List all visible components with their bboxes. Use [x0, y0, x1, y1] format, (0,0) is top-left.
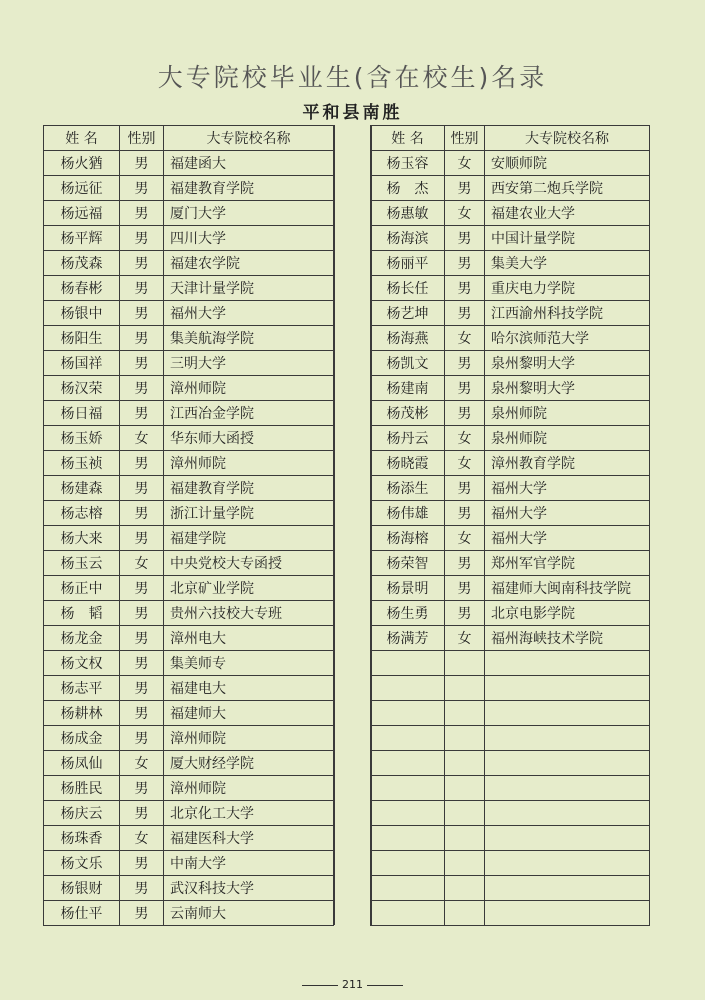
cell-name: 杨生勇: [371, 601, 445, 626]
table-row: [371, 251, 650, 276]
cell-gender: 男: [445, 501, 485, 526]
cell-gender: 男: [120, 476, 164, 501]
cell-gender: 男: [120, 676, 164, 701]
table-row: [44, 826, 334, 851]
cell-name: 杨远征: [44, 176, 120, 201]
empty-row: [371, 751, 650, 776]
cell-school: 江西渝州科技学院: [485, 301, 650, 326]
cell-gender: 男: [120, 276, 164, 301]
table-row: [371, 176, 650, 201]
cell-school: 福建电大: [164, 676, 334, 701]
empty-cell: [445, 726, 485, 751]
cell-name: 杨远福: [44, 201, 120, 226]
cell-gender: 男: [445, 276, 485, 301]
empty-cell: [445, 776, 485, 801]
cell-school: 泉州师院: [485, 401, 650, 426]
empty-row: [371, 776, 650, 801]
empty-cell: [371, 826, 445, 851]
cell-school: 福建医科大学: [164, 826, 334, 851]
cell-gender: 男: [120, 501, 164, 526]
cell-name: 杨建南: [371, 376, 445, 401]
cell-gender: 男: [120, 251, 164, 276]
table-row: [371, 326, 650, 351]
cell-name: 杨庆云: [44, 801, 120, 826]
cell-gender: 男: [120, 301, 164, 326]
cell-name: 杨火猶: [44, 151, 120, 176]
empty-cell: [485, 876, 650, 901]
cell-gender: 男: [120, 776, 164, 801]
table-row: [44, 326, 334, 351]
table-row: [371, 551, 650, 576]
cell-gender: 男: [445, 576, 485, 601]
empty-cell: [445, 876, 485, 901]
cell-name: 杨胜民: [44, 776, 120, 801]
cell-gender: 男: [120, 401, 164, 426]
cell-gender: 男: [120, 626, 164, 651]
table-row: [44, 251, 334, 276]
table-row: [44, 651, 334, 676]
table-row: [44, 576, 334, 601]
cell-gender: 男: [120, 901, 164, 926]
cell-school: 江西冶金学院: [164, 401, 334, 426]
cell-gender: 女: [445, 451, 485, 476]
cell-name: 杨建森: [44, 476, 120, 501]
cell-name: 杨日福: [44, 401, 120, 426]
cell-gender: 男: [445, 301, 485, 326]
cell-school: 福建农业大学: [485, 201, 650, 226]
cell-school: 福州大学: [485, 476, 650, 501]
table-row: [44, 426, 334, 451]
cell-gender: 男: [120, 601, 164, 626]
cell-gender: 男: [445, 551, 485, 576]
cell-school: 天津计量学院: [164, 276, 334, 301]
cell-name: 杨海榕: [371, 526, 445, 551]
empty-row: [371, 801, 650, 826]
cell-gender: 男: [120, 176, 164, 201]
cell-gender: 男: [120, 526, 164, 551]
empty-cell: [485, 651, 650, 676]
table-row: [44, 726, 334, 751]
table-row: [371, 226, 650, 251]
empty-row: [371, 826, 650, 851]
cell-gender: 男: [120, 351, 164, 376]
cell-name: 杨正中: [44, 576, 120, 601]
cell-school: 中南大学: [164, 851, 334, 876]
table-row: [371, 201, 650, 226]
empty-row: [371, 651, 650, 676]
empty-cell: [371, 876, 445, 901]
table-row: [44, 551, 334, 576]
table-row: [44, 376, 334, 401]
table-row: [44, 401, 334, 426]
cell-name: 杨国祥: [44, 351, 120, 376]
empty-cell: [371, 676, 445, 701]
cell-name: 杨成金: [44, 726, 120, 751]
cell-name: 杨茂彬: [371, 401, 445, 426]
table-row: [44, 201, 334, 226]
cell-gender: 女: [445, 151, 485, 176]
left-table: [43, 125, 334, 926]
table-row: [371, 351, 650, 376]
empty-cell: [485, 751, 650, 776]
cell-gender: 男: [120, 876, 164, 901]
cell-school: 重庆电力学院: [485, 276, 650, 301]
empty-cell: [485, 726, 650, 751]
table-row: [44, 676, 334, 701]
cell-school: 福州海峡技术学院: [485, 626, 650, 651]
page-title: 大专院校毕业生(含在校生)名录: [157, 63, 548, 92]
empty-cell: [371, 851, 445, 876]
cell-school: 厦门大学: [164, 201, 334, 226]
cell-name: 杨玉娇: [44, 426, 120, 451]
cell-school: 华东师大函授: [164, 426, 334, 451]
cell-gender: 女: [445, 426, 485, 451]
empty-cell: [485, 676, 650, 701]
cell-school: 福建师大闽南科技学院: [485, 576, 650, 601]
cell-gender: 女: [445, 326, 485, 351]
cell-school: 西安第二炮兵学院: [485, 176, 650, 201]
page-number: 211: [342, 978, 363, 991]
empty-cell: [445, 801, 485, 826]
cell-gender: 男: [445, 401, 485, 426]
table-row: [44, 276, 334, 301]
cell-name: 杨玉祯: [44, 451, 120, 476]
empty-cell: [371, 801, 445, 826]
cell-name: 杨长任: [371, 276, 445, 301]
cell-school: 郑州军官学院: [485, 551, 650, 576]
cell-school: 北京化工大学: [164, 801, 334, 826]
cell-gender: 女: [120, 551, 164, 576]
cell-name: 杨艺坤: [371, 301, 445, 326]
table-row: [44, 851, 334, 876]
cell-name: 杨凤仙: [44, 751, 120, 776]
cell-school: 漳州师院: [164, 376, 334, 401]
empty-row: [371, 876, 650, 901]
empty-cell: [445, 676, 485, 701]
cell-gender: 男: [120, 701, 164, 726]
empty-cell: [445, 701, 485, 726]
empty-cell: [445, 751, 485, 776]
empty-cell: [485, 776, 650, 801]
cell-school: 中国计量学院: [485, 226, 650, 251]
cell-name: 杨 杰: [371, 176, 445, 201]
cell-gender: 女: [120, 426, 164, 451]
cell-school: 漳州师院: [164, 726, 334, 751]
cell-school: 三明大学: [164, 351, 334, 376]
cell-gender: 女: [120, 751, 164, 776]
footer-rule-right: [367, 985, 403, 986]
cell-name: 杨阳生: [44, 326, 120, 351]
cell-school: 福州大学: [485, 526, 650, 551]
cell-school: 福州大学: [485, 501, 650, 526]
cell-name: 杨海燕: [371, 326, 445, 351]
cell-name: 杨玉云: [44, 551, 120, 576]
table-row: [371, 401, 650, 426]
table-gap: [334, 125, 372, 925]
cell-gender: 女: [445, 201, 485, 226]
header-gender: 性别: [120, 126, 164, 151]
cell-gender: 男: [120, 376, 164, 401]
table-row: [44, 626, 334, 651]
empty-cell: [371, 651, 445, 676]
table-row: [371, 501, 650, 526]
right-table: [370, 125, 650, 926]
empty-cell: [371, 751, 445, 776]
cell-gender: 男: [445, 376, 485, 401]
cell-name: 杨丽平: [371, 251, 445, 276]
table-row: [44, 151, 334, 176]
cell-name: 杨玉容: [371, 151, 445, 176]
empty-row: [371, 901, 650, 926]
cell-gender: 男: [445, 601, 485, 626]
cell-name: 杨志榕: [44, 501, 120, 526]
cell-name: 杨志平: [44, 676, 120, 701]
cell-school: 漳州师院: [164, 776, 334, 801]
empty-cell: [485, 901, 650, 926]
header-school: 大专院校名称: [164, 126, 334, 151]
cell-school: 福建函大: [164, 151, 334, 176]
cell-school: 福州大学: [164, 301, 334, 326]
cell-name: 杨晓霞: [371, 451, 445, 476]
cell-gender: 女: [120, 826, 164, 851]
table-row: [44, 601, 334, 626]
cell-gender: 男: [120, 726, 164, 751]
cell-school: 福建教育学院: [164, 176, 334, 201]
table-row: [44, 701, 334, 726]
table-row: [44, 751, 334, 776]
cell-gender: 女: [445, 626, 485, 651]
cell-name: 杨荣智: [371, 551, 445, 576]
empty-cell: [445, 651, 485, 676]
empty-cell: [485, 801, 650, 826]
empty-row: [371, 726, 650, 751]
table-row: [44, 476, 334, 501]
cell-school: 福建学院: [164, 526, 334, 551]
cell-gender: 男: [445, 226, 485, 251]
cell-name: 杨龙金: [44, 626, 120, 651]
cell-gender: 男: [120, 851, 164, 876]
cell-school: 福建师大: [164, 701, 334, 726]
table-row: [44, 876, 334, 901]
table-row: [44, 226, 334, 251]
cell-gender: 男: [120, 226, 164, 251]
cell-name: 杨添生: [371, 476, 445, 501]
page-subtitle: 平和县南胜: [302, 103, 403, 123]
cell-name: 杨海滨: [371, 226, 445, 251]
cell-school: 安顺师院: [485, 151, 650, 176]
cell-school: 泉州黎明大学: [485, 351, 650, 376]
cell-name: 杨文乐: [44, 851, 120, 876]
table-row: [44, 351, 334, 376]
cell-school: 泉州黎明大学: [485, 376, 650, 401]
empty-cell: [445, 851, 485, 876]
table-row: [44, 301, 334, 326]
table-row: [44, 901, 334, 926]
cell-school: 集美师专: [164, 651, 334, 676]
cell-gender: 男: [120, 801, 164, 826]
header-name: 姓 名: [371, 126, 445, 151]
right-table-body: [371, 151, 650, 926]
cell-school: 浙江计量学院: [164, 501, 334, 526]
cell-name: 杨耕林: [44, 701, 120, 726]
table-row: [44, 801, 334, 826]
cell-gender: 男: [445, 351, 485, 376]
table-row: [44, 176, 334, 201]
cell-school: 集美航海学院: [164, 326, 334, 351]
empty-cell: [485, 826, 650, 851]
cell-school: 漳州电大: [164, 626, 334, 651]
empty-cell: [371, 776, 445, 801]
cell-gender: 男: [445, 251, 485, 276]
cell-school: 福建农学院: [164, 251, 334, 276]
cell-school: 四川大学: [164, 226, 334, 251]
cell-school: 集美大学: [485, 251, 650, 276]
table-row: [371, 276, 650, 301]
table-row: [44, 501, 334, 526]
cell-name: 杨春彬: [44, 276, 120, 301]
table-row: [371, 601, 650, 626]
table-row: [371, 526, 650, 551]
table-row: [371, 626, 650, 651]
header-name: 姓 名: [44, 126, 120, 151]
empty-cell: [371, 701, 445, 726]
cell-school: 贵州六技校大专班: [164, 601, 334, 626]
table-row: [371, 451, 650, 476]
cell-name: 杨丹云: [371, 426, 445, 451]
cell-school: 中央党校大专函授: [164, 551, 334, 576]
cell-gender: 男: [120, 576, 164, 601]
cell-name: 杨银中: [44, 301, 120, 326]
cell-name: 杨珠香: [44, 826, 120, 851]
cell-name: 杨惠敏: [371, 201, 445, 226]
table-row: [371, 426, 650, 451]
cell-gender: 女: [445, 526, 485, 551]
cell-school: 云南师大: [164, 901, 334, 926]
footer-rule-left: [302, 985, 338, 986]
cell-school: 厦大财经学院: [164, 751, 334, 776]
cell-gender: 男: [445, 176, 485, 201]
cell-name: 杨仕平: [44, 901, 120, 926]
table-row: [44, 451, 334, 476]
empty-cell: [371, 901, 445, 926]
cell-gender: 男: [120, 151, 164, 176]
cell-name: 杨满芳: [371, 626, 445, 651]
cell-gender: 男: [120, 451, 164, 476]
cell-name: 杨景明: [371, 576, 445, 601]
table-row: [371, 576, 650, 601]
header-gender: 性别: [445, 126, 485, 151]
cell-name: 杨茂森: [44, 251, 120, 276]
cell-gender: 男: [445, 476, 485, 501]
cell-school: 北京电影学院: [485, 601, 650, 626]
left-table-body: [44, 151, 334, 926]
page-footer: [0, 978, 705, 991]
table-row: [371, 476, 650, 501]
cell-name: 杨银财: [44, 876, 120, 901]
cell-school: 福建教育学院: [164, 476, 334, 501]
cell-name: 杨汉荣: [44, 376, 120, 401]
empty-cell: [485, 701, 650, 726]
table-row: [371, 301, 650, 326]
cell-school: 哈尔滨师范大学: [485, 326, 650, 351]
cell-school: 泉州师院: [485, 426, 650, 451]
empty-cell: [485, 851, 650, 876]
cell-school: 北京矿业学院: [164, 576, 334, 601]
cell-gender: 男: [120, 326, 164, 351]
table-row: [44, 526, 334, 551]
cell-school: 漳州教育学院: [485, 451, 650, 476]
cell-name: 杨文权: [44, 651, 120, 676]
cell-name: 杨凯文: [371, 351, 445, 376]
cell-name: 杨 韬: [44, 601, 120, 626]
cell-name: 杨大来: [44, 526, 120, 551]
cell-name: 杨平辉: [44, 226, 120, 251]
cell-school: 漳州师院: [164, 451, 334, 476]
cell-gender: 男: [120, 651, 164, 676]
empty-cell: [371, 726, 445, 751]
table-row: [371, 376, 650, 401]
empty-cell: [445, 901, 485, 926]
cell-name: 杨伟雄: [371, 501, 445, 526]
empty-row: [371, 676, 650, 701]
header-school: 大专院校名称: [485, 126, 650, 151]
empty-row: [371, 701, 650, 726]
cell-school: 武汉科技大学: [164, 876, 334, 901]
empty-cell: [445, 826, 485, 851]
empty-row: [371, 851, 650, 876]
cell-gender: 男: [120, 201, 164, 226]
table-row: [371, 151, 650, 176]
table-row: [44, 776, 334, 801]
